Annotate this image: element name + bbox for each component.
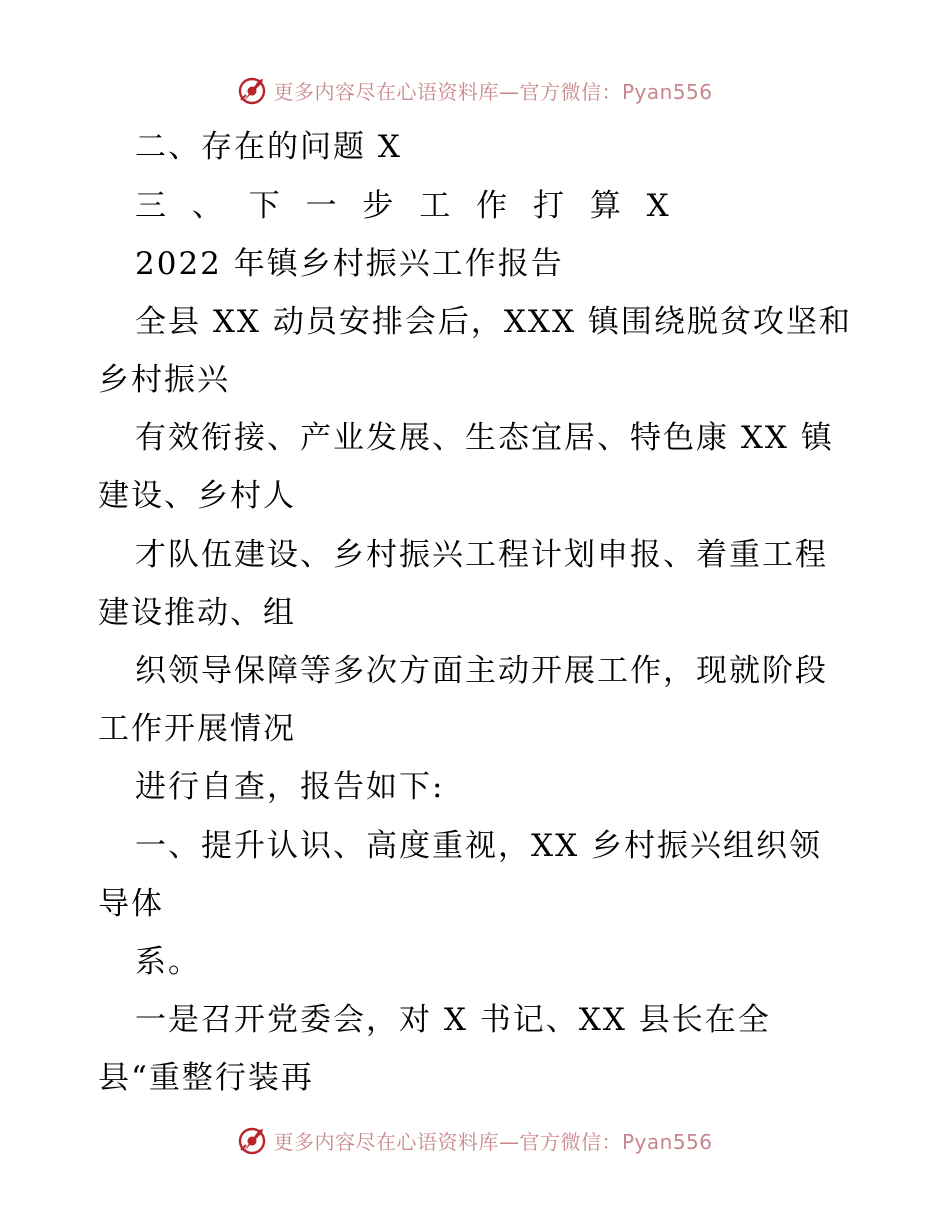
watermark-separator: — (498, 79, 520, 104)
text-line: 系。 (135, 944, 201, 980)
text-line: 二、存在的问题 X (135, 129, 402, 165)
watermark-text (273, 1126, 712, 1155)
text-line: 建设推动、组 (98, 595, 296, 631)
watermark-separator: — (498, 1129, 520, 1154)
watermark-wechat-id: Pyan556 (621, 79, 713, 104)
watermark-cn: 更多内容尽在心语资料库 (273, 1129, 499, 1154)
footer-watermark (0, 1120, 950, 1160)
text-line: 工作开展情况 (98, 711, 296, 747)
text-line: 导体 (98, 886, 164, 922)
watermark-wechat-label: 官方微信： (519, 1129, 622, 1154)
watermark-wechat-label: 官方微信： (519, 79, 622, 104)
text-line: 县“重整行装再 (98, 1060, 314, 1096)
text-line: 织领导保障等多次方面主动开展工作，现就阶段 (135, 653, 828, 689)
text-line: 进行自查，报告如下: (135, 769, 445, 805)
text-line: 一是召开党委会，对 X 书记、XX 县长在全 (135, 1002, 771, 1038)
text-line: 乡村振兴 (98, 362, 230, 398)
text-line: 有效衔接、产业发展、生态宜居、特色康 XX 镇 (135, 420, 834, 456)
text-line: 三 、 下 一 步 工 作 打 算 X (135, 188, 677, 224)
quill-seal-icon (237, 1125, 267, 1155)
text-line: 全县 XX 动员安排会后，XXX 镇围绕脱贫攻坚和 (135, 304, 852, 340)
text-line: 建设、乡村人 (98, 478, 296, 514)
watermark-cn: 更多内容尽在心语资料库 (273, 79, 499, 104)
text-line: 才队伍建设、乡村振兴工程计划申报、着重工程 (135, 537, 828, 573)
watermark-wechat-id: Pyan556 (621, 1129, 713, 1154)
text-line: 一、提升认识、高度重视，XX 乡村振兴组织领 (135, 828, 822, 864)
text-line: 2022 年镇乡村振兴工作报告 (135, 246, 564, 282)
